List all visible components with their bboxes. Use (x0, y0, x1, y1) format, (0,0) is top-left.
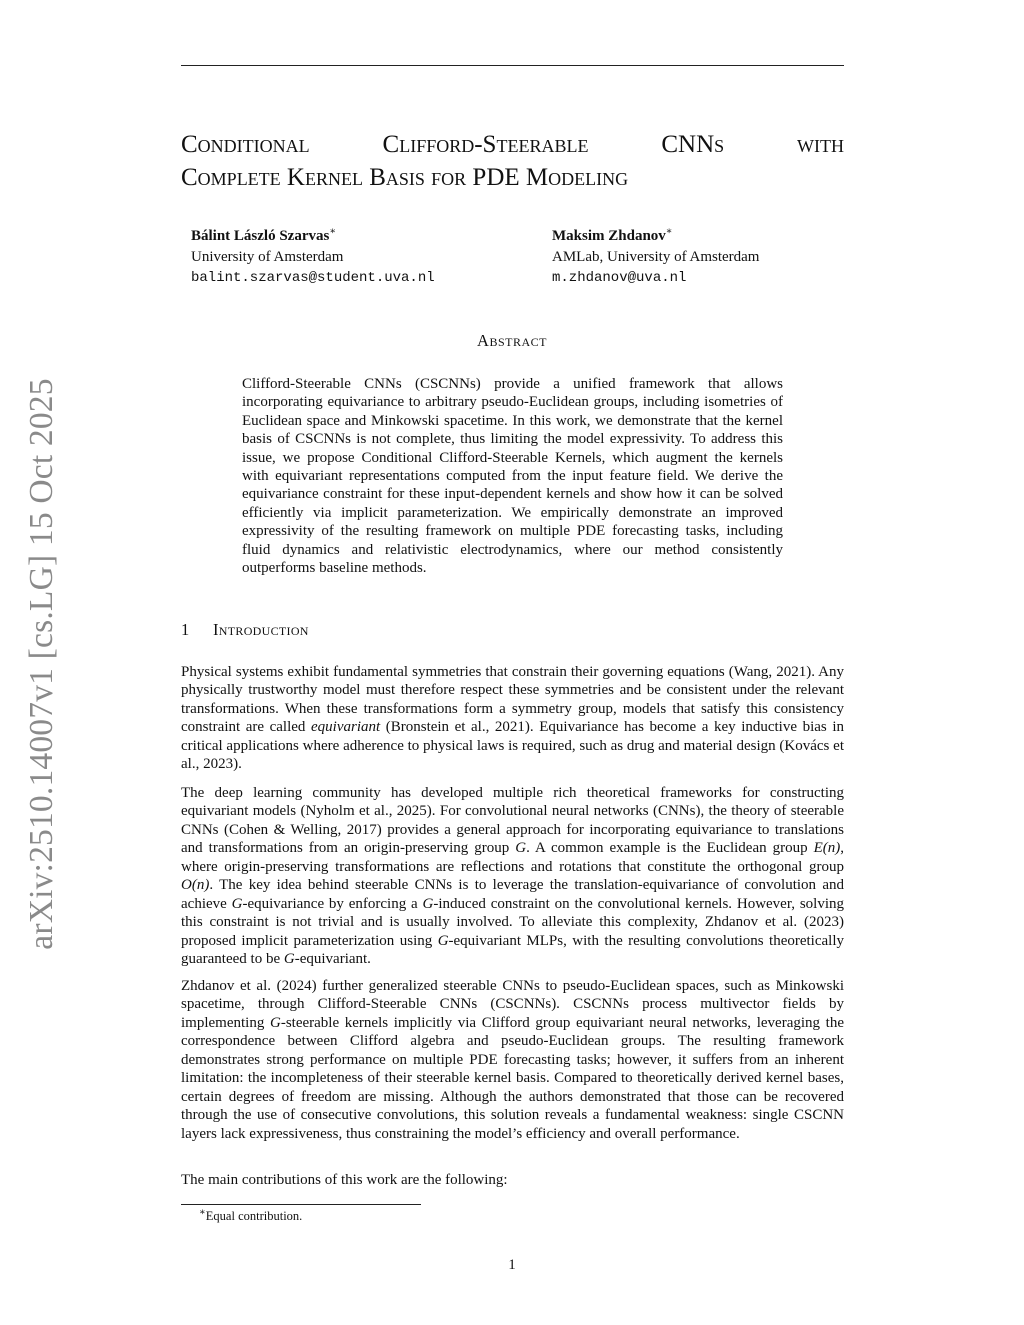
author-affiliation: AMLab, University of Amsterdam (552, 249, 760, 265)
title-line-1: Conditional Clifford-Steerable CNNs with (181, 131, 844, 158)
footnote-text: Equal contribution. (205, 1209, 303, 1223)
author-block-1 (191, 226, 435, 289)
math-symbol: E(n) (813, 840, 841, 857)
author-footnote-mark: ∗ (329, 226, 337, 237)
page-number: 1 (508, 1257, 516, 1273)
footnote-mark: ∗ (199, 1206, 206, 1218)
math-symbol: G (231, 895, 243, 912)
intro-paragraph-1: Physical systems exhibit fundamental symmetries that constrain their governing equations (Wang, 2021). Any physically trustworthy model must therefore respect these symmetries and be consistent under the relevant transformations. When these transformations form a symmetry group, models that satisfy this consistency constraint are called equivariant (Bronstein et al., 2021). Equivariance has become a key inductive bias in critical applications where adherence to physical laws is required, such as drug and material design (Kovács et al., 2023). (181, 664, 844, 773)
math-symbol: G (269, 1014, 281, 1031)
author-name: Maksim Zhdanov (552, 228, 666, 244)
intro-paragraph-2: The deep learning community has developed multiple rich theoretical frameworks for constructing equivariant models (Nyholm et al., 2025). For convolutional neural networks (CNNs), the theory of steerable CNNs (Cohen & Welling, 2017) provides a general approach for incorporating equivariance to translations and transformations from an origin-preserving group G. A common example is the Euclidean group E(n), where origin-preserving transformations are reflections and rotations that constitute the orthogonal group O(n). The key idea behind steerable CNNs is to leverage the translation-equivariance of convolution and achieve G-equivariance by enforcing a G-induced constraint on the convolutional kernels. However, solving this constraint is not trivial and is usually involved. To alleviate this complexity, Zhdanov et al. (2023) proposed implicit parameterization using G-equivariant MLPs, with the resulting convolutions theoretically guaranteed to be G-equivariant. (181, 785, 845, 968)
math-symbol: G (515, 840, 527, 857)
math-symbol: G (437, 932, 449, 949)
intro-paragraph-3: Zhdanov et al. (2024) further generalized steerable CNNs to pseudo-Euclidean spaces, such as Minkowski spacetime, through Clifford-Steerable CNNs (CSCNNs). CSCNNs process multivector fields by implementing G-steerable kernels implicitly via Clifford group equivariant neural networks, leveraging the correspondence between Clifford algebra and pseudo-Euclidean groups. The resulting framework demonstrates strong performance on multiple PDE forecasting tasks; however, it suffers from an inherent limitation: the incompleteness of their steerable kernel basis. Compared to theoretically derived kernel bases, certain degrees of freedom are missing. Although the authors demonstrated that those can be recovered through the use of consecutive convolutions, this solution reveals a fundamental weakness: single CSCNN layers lack expressiveness, thus constraining the model’s efficiency and overall performance. (181, 978, 844, 1142)
paper-title (181, 128, 844, 194)
section-heading (181, 620, 309, 640)
author-name: Bálint László Szarvas (191, 228, 330, 244)
header-rule (181, 65, 844, 66)
section-title: Introduction (213, 620, 309, 639)
math-symbol: O(n) (181, 877, 210, 894)
author-block-2 (552, 226, 759, 289)
math-symbol: G (422, 895, 434, 912)
section-number: 1 (181, 620, 190, 639)
abstract-heading: Abstract (477, 331, 547, 350)
footnote-rule (181, 1204, 421, 1205)
author-affiliation: University of Amsterdam (191, 249, 344, 265)
author-email[interactable]: balint.szarvas@student.uva.nl (191, 270, 435, 286)
title-line-2: Complete Kernel Basis for PDE Modeling (181, 164, 629, 191)
arxiv-stamp: arXiv:2510.14007v1 [cs.LG] 15 Oct 2025 (23, 378, 60, 950)
math-symbol: G (283, 951, 295, 968)
author-footnote-mark: ∗ (665, 226, 673, 237)
footnote (199, 1206, 303, 1224)
intro-paragraph-4: The main contributions of this work are the following: (181, 1172, 508, 1188)
author-email[interactable]: m.zhdanov@uva.nl (552, 270, 687, 286)
emphasis-term: equivariant (311, 719, 381, 736)
abstract-text: Clifford-Steerable CNNs (CSCNNs) provide a unified framework that allows incorporating equivariance to arbitrary pseudo-Euclidean groups, including isometries of Euclidean space and Minkowski spacetime. In this work, we demonstrate that the kernel basis of CSCNNs is not complete, thus limiting the model expressivity. To address this issue, we propose Conditional Clifford-Steerable Kernels, which augment the kernels with equivariant representations computed from the input feature field. We derive the equivariance constraint for these input-dependent kernels and show how it can be solved efficiently via implicit parameterization. We empirically demonstrate an improved expressivity of the resulting framework on multiple PDE forecasting tasks, including fluid dynamics and relativistic electrodynamics, where our method consistently outperforms baseline methods. (242, 376, 783, 577)
